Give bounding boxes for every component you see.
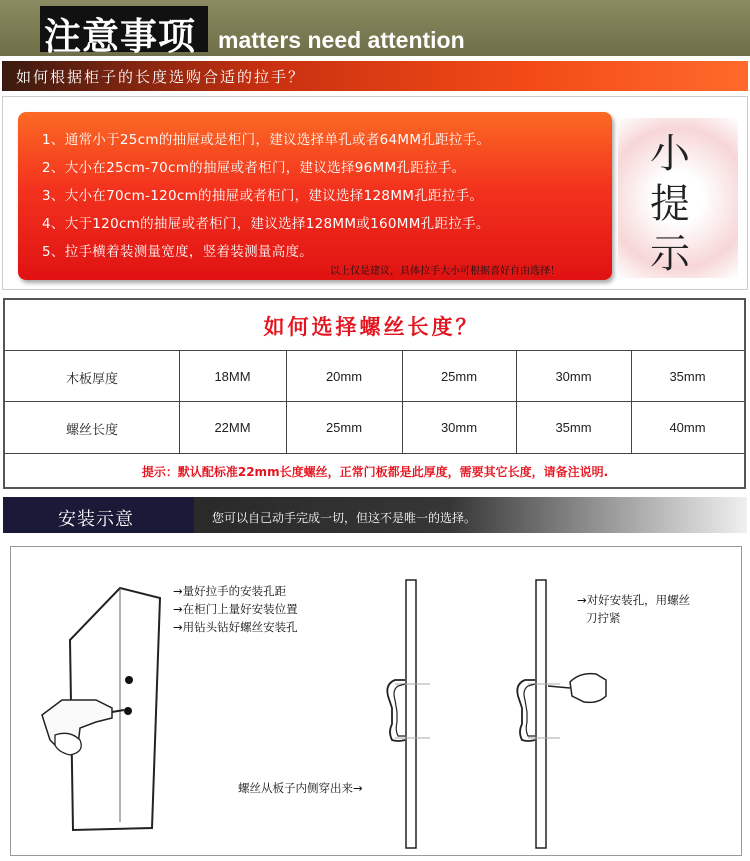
step-label-2: →在柜门上量好安装位置	[173, 602, 298, 616]
row-label-board-thickness: 木板厚度	[65, 371, 118, 386]
side-label-char-1: 小	[650, 131, 690, 177]
side-label-char-3: 示	[650, 231, 690, 277]
side-label-char-2: 提	[650, 181, 690, 227]
table-cell: 30mm	[440, 420, 478, 435]
step-label-3: →用钻头钻好螺丝安装孔	[173, 620, 298, 634]
tip-item-3: 3、大小在70cm-120cm的抽屉或者柜门，建议选择128MM孔距拉手。	[42, 188, 484, 204]
install-title: 安装示意	[58, 509, 134, 530]
drill-hole-icon	[125, 676, 133, 684]
table-title: 如何选择螺丝长度？	[263, 315, 480, 339]
table-cell: 25mm	[440, 369, 478, 384]
tip-item-1: 1、通常小于25cm的抽屉或是柜门，建议选择单孔或者64MM孔距拉手。	[42, 132, 491, 148]
tip-item-5: 5、拉手横着装测量宽度，竖着装测量高度。	[42, 244, 314, 260]
tip-item-2: 2、大小在25cm-70cm的抽屉或者柜门，建议选择96MM孔距拉手。	[42, 160, 466, 176]
door-profile-panel	[536, 580, 546, 848]
step-label-4: →对好安装孔，用螺丝	[577, 593, 691, 607]
screw-direction-label: 螺丝从板子内侧穿出来→	[238, 781, 363, 795]
door-profile-panel	[406, 580, 416, 848]
drill-hole-icon	[124, 707, 132, 715]
table-cell: 40mm	[669, 420, 706, 435]
install-subtitle: 您可以自己动手完成一切，但这不是唯一的选择。	[212, 511, 477, 525]
table-cell: 22MM	[214, 420, 251, 435]
row-label-screw-length: 螺丝长度	[65, 422, 118, 437]
table-cell: 35mm	[669, 369, 706, 384]
screwdriver-hand-icon	[548, 674, 606, 703]
table-cell: 35mm	[555, 420, 592, 435]
question-text: 如何根据柜子的长度选购合适的拉手？	[16, 68, 306, 86]
step-label-1: →量好拉手的安装孔距	[173, 584, 287, 598]
page-subtitle: matters need attention	[218, 27, 465, 53]
table-cell: 30mm	[555, 369, 592, 384]
tip-item-4: 4、大于120cm的抽屉或者柜门，建议选择128MM或160MM孔距拉手。	[42, 216, 490, 232]
table-cell: 18MM	[214, 369, 251, 384]
step-label-4-cont: 刀拧紧	[586, 611, 621, 625]
table-cell: 20mm	[325, 369, 363, 384]
table-cell: 25mm	[325, 420, 363, 435]
tips-note: 以上仅是建议，具体拉手大小可根据喜好自由选择！	[330, 266, 560, 277]
table-note: 提示：默认配标准22mm长度螺丝，正常门板都是此厚度，需要其它长度，请备注说明.	[141, 465, 609, 479]
page-title: 注意事项	[44, 15, 196, 58]
